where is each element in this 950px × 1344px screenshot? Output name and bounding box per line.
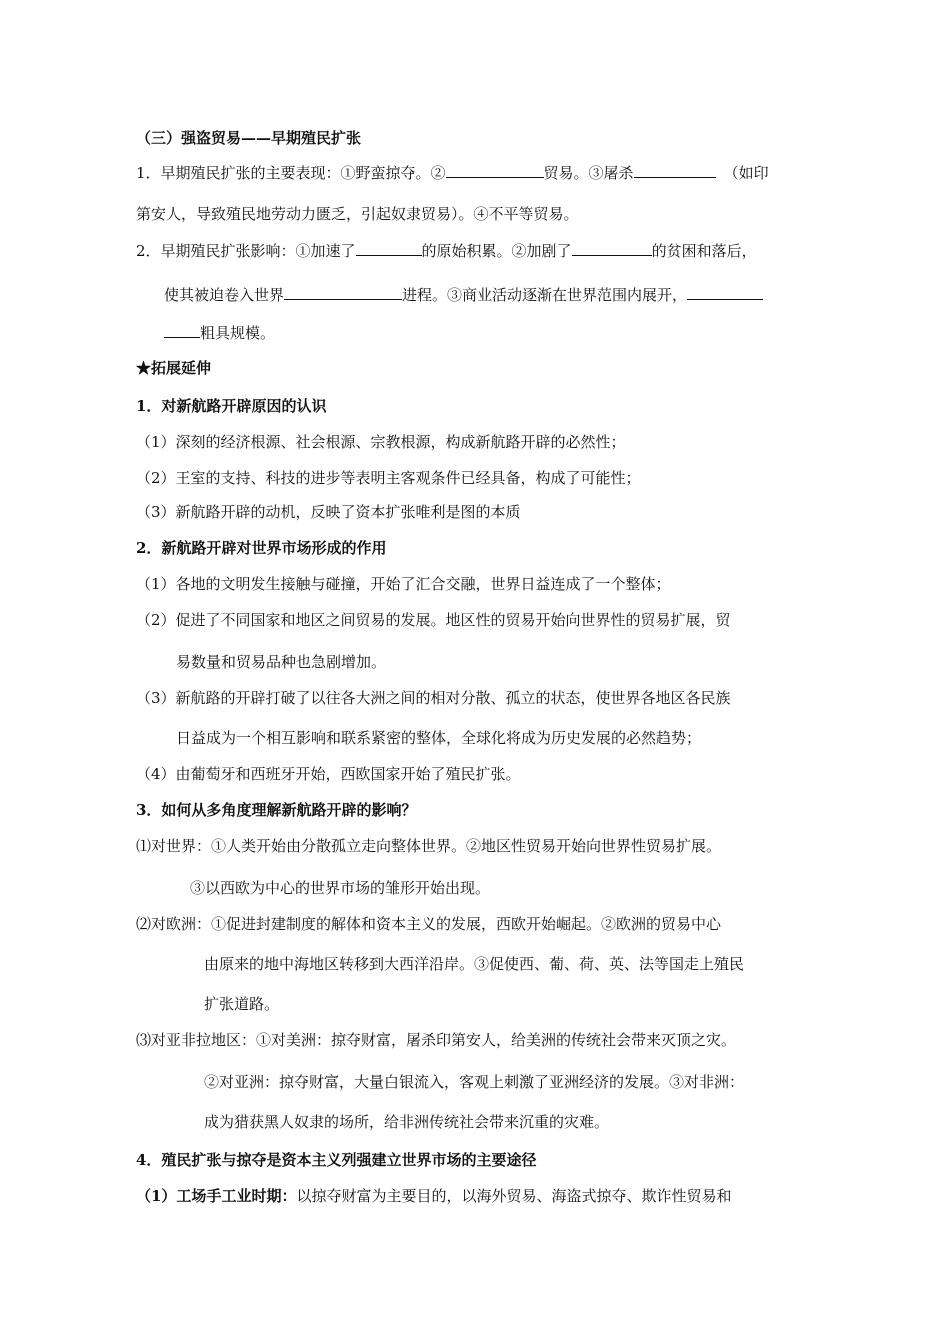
extension-s4-lead-text: 以掠夺财富为主要目的，以海外贸易、海盗式掠夺、欺诈性贸易和 <box>296 1187 732 1205</box>
extension-s2-title: 2．新航路开辟对世界市场形成的作用 <box>136 539 387 557</box>
item1-text-c: （如印 <box>723 164 769 182</box>
extension-s1-line-1: （1）深刻的经济根源、社会根源、宗教根源，构成新航路开辟的必然性； <box>136 433 626 451</box>
extension-s2-line-1: （1）各地的文明发生接触与碰撞，开始了汇合交融，世界日益连成了一个整体； <box>136 575 671 593</box>
extension-heading: ★拓展延伸 <box>136 359 212 377</box>
item2-text-line3: 粗具规模。 <box>200 324 276 342</box>
extension-s2-line-5: 日益成为一个相互影响和联系紧密的整体，全球化将成为历史发展的必然趋势； <box>176 729 702 747</box>
extension-s3-line-2: ③以西欧为中心的世界市场的雏形开始出现。 <box>190 879 491 897</box>
extension-s3-title: 3．如何从多角度理解新航路开辟的影响？ <box>136 801 417 819</box>
extension-s4-line-1 <box>136 1186 731 1206</box>
item2-text-b: 的原始积累。②加剧了 <box>421 242 572 260</box>
extension-s2-line-3: 易数量和贸易品种也急剧增加。 <box>176 653 387 671</box>
blank-5[interactable] <box>284 284 402 300</box>
item2-text-line2a: 使其被迫卷入世界 <box>164 286 285 304</box>
extension-s4-lead-label: （1）工场手工业时期： <box>136 1187 297 1205</box>
item1-line1 <box>136 162 769 183</box>
extension-s1-title: 1．对新航路开辟原因的认识 <box>136 397 327 415</box>
item2-text-c: 的贫困和落后， <box>651 242 757 260</box>
item1-text-a: 1．早期殖民扩张的主要表现：①野蛮掠夺。② <box>136 164 446 182</box>
extension-s3-line-6: ⑶对亚非拉地区：①对美洲：掠夺财富，屠杀印第安人，给美洲的传统社会带来灭顶之灾。 <box>136 1031 737 1049</box>
item1-text-b: 贸易。③屠杀 <box>543 164 634 182</box>
extension-s3-line-4: 由原来的地中海地区转移到大西洋沿岸。③促使西、葡、荷、英、法等国走上殖民 <box>204 955 745 973</box>
extension-s2-line-2: （2）促进了不同国家和地区之间贸易的发展。地区性的贸易开始向世界性的贸易扩展，贸 <box>136 611 731 629</box>
blank-3[interactable] <box>356 240 422 256</box>
blank-6[interactable] <box>687 284 763 300</box>
item2-text-line2b: 进程。③商业活动逐渐在世界范围内展开， <box>402 286 688 304</box>
extension-s1-line-3: （3）新航路开辟的动机，反映了资本扩张唯利是图的本质 <box>136 503 521 521</box>
extension-s3-line-5: 扩张道路。 <box>204 995 280 1013</box>
extension-s3-line-1: ⑴对世界：①人类开始由分散孤立走向整体世界。②地区性贸易开始向世界性贸易扩展。 <box>136 837 722 855</box>
item1-line2: 第安人，导致殖民地劳动力匮乏，引起奴隶贸易）。④不平等贸易。 <box>136 205 579 223</box>
blank-2[interactable] <box>634 162 716 178</box>
extension-s2-line-6: （4）由葡萄牙和西班牙开始，西欧国家开始了殖民扩张。 <box>136 765 521 783</box>
blank-1[interactable] <box>446 162 544 178</box>
item2-text-a: 2．早期殖民扩张影响：①加速了 <box>136 242 356 260</box>
extension-s3-line-7: ②对亚洲：掠夺财富，大量白银流入，客观上刺激了亚洲经济的发展。③对非洲： <box>204 1073 745 1091</box>
extension-s2-line-4: （3）新航路的开辟打破了以往各大洲之间的相对分散、孤立的状态，使世界各地区各民族 <box>136 689 731 707</box>
item2-line2 <box>164 284 763 305</box>
extension-s3-line-3: ⑵对欧洲：①促进封建制度的解体和资本主义的发展，西欧开始崛起。②欧洲的贸易中心 <box>136 915 722 933</box>
extension-s4-title: 4．殖民扩张与掠夺是资本主义列强建立世界市场的主要途径 <box>136 1151 537 1169</box>
extension-s3-line-8: 成为猎获黑人奴隶的场所，给非洲传统社会带来沉重的灾难。 <box>204 1113 610 1131</box>
item2-line1 <box>136 240 757 261</box>
extension-s1-line-2: （2）王室的支持、科技的进步等表明主客观条件已经具备，构成了可能性； <box>136 469 641 487</box>
blank-7[interactable] <box>164 322 200 338</box>
section-heading: （三）强盗贸易——早期殖民扩张 <box>136 129 362 147</box>
item2-line3 <box>164 322 275 343</box>
blank-4[interactable] <box>572 240 652 256</box>
